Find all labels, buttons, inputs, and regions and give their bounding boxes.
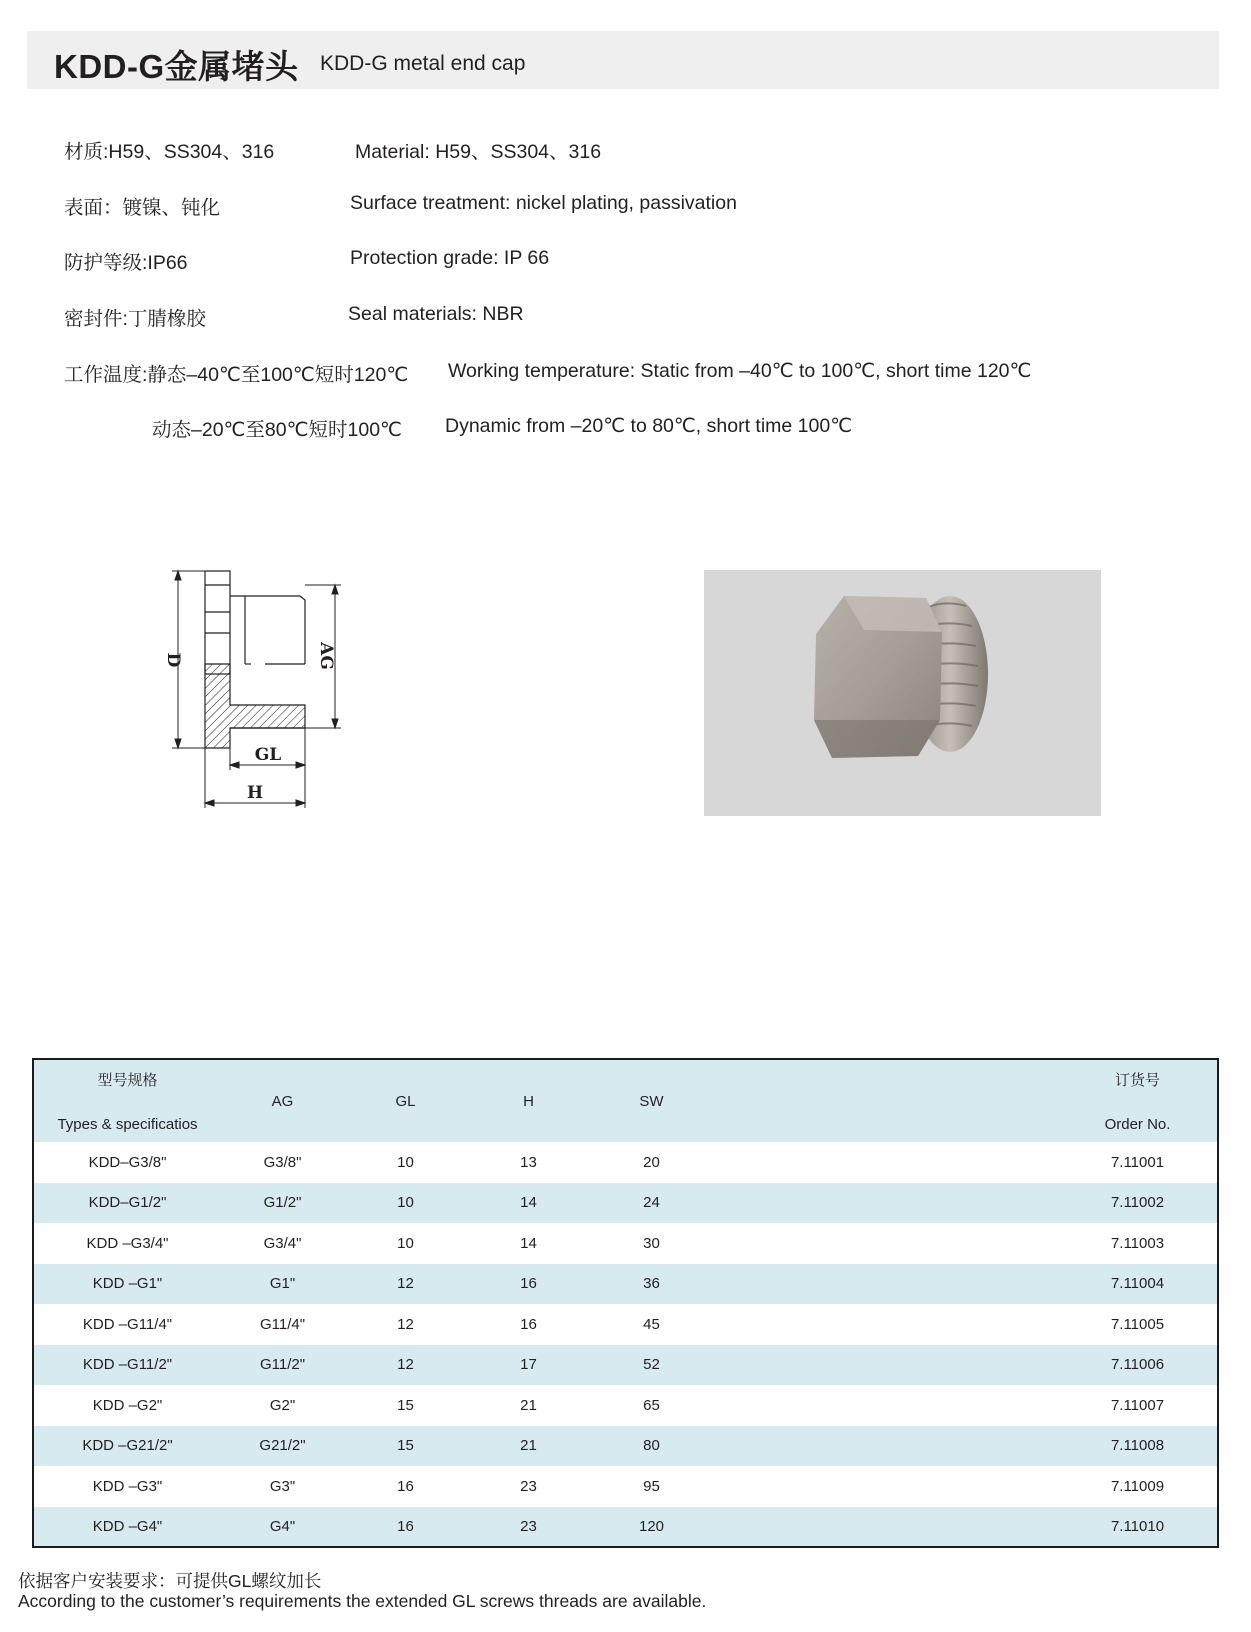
spec-table [32, 1058, 1219, 1548]
header-gl: GL [395, 1092, 416, 1110]
cell-order: 7.11007 [1110, 1396, 1165, 1414]
cell-h: 14 [520, 1234, 537, 1252]
cell-type: KDD –G2" [92, 1396, 163, 1414]
cell-h: 17 [520, 1356, 537, 1374]
cell-h: 16 [520, 1315, 537, 1333]
cell-gl: 12 [397, 1275, 414, 1293]
spec-dynamic-cn: 动态–20℃至80℃短时100℃ [152, 419, 402, 441]
header-order [1058, 1059, 1218, 1142]
cell-gl: 16 [397, 1477, 414, 1495]
dim-label-h: H [246, 783, 264, 803]
spec-surface-cn: 表面：镀镍、钝化 [64, 197, 221, 219]
header-spacer [713, 1059, 1058, 1142]
table-row [33, 1183, 1218, 1224]
dim-label-d: D [163, 652, 183, 668]
spec-seal-en: Seal materials: NBR [348, 303, 524, 325]
header-h: H [523, 1092, 534, 1110]
cell-sw: 120 [638, 1517, 665, 1535]
table-row [33, 1345, 1218, 1386]
cell-sw: 95 [643, 1477, 660, 1495]
cell-type: KDD –G4" [92, 1517, 163, 1535]
spec-material-cn: 材质:H59、SS304、316 [64, 141, 275, 163]
cell-ag: G3/4" [263, 1234, 302, 1252]
header-type-en: Types & specificatios [57, 1116, 198, 1133]
page-subtitle: KDD-G metal end cap [320, 52, 526, 75]
header-type-cn: 型号规格 [97, 1072, 158, 1089]
dim-label-ag: AG [316, 642, 336, 670]
table-row [33, 1385, 1218, 1426]
cell-ag: G1" [269, 1275, 296, 1293]
header-sw: SW [639, 1092, 664, 1110]
cell-order: 7.11010 [1110, 1517, 1165, 1535]
cell-gl: 10 [397, 1153, 414, 1171]
cell-h: 14 [520, 1194, 537, 1212]
header-ag: AG [271, 1092, 294, 1110]
cell-sw: 52 [643, 1356, 660, 1374]
spec-temperature-en: Working temperature: Static from –40℃ to 100℃, short time 120℃ [448, 360, 1032, 382]
cell-sw: 36 [643, 1275, 660, 1293]
cell-h: 13 [520, 1153, 537, 1171]
cell-type: KDD –G11/4" [82, 1315, 173, 1333]
table-header-row [33, 1059, 1218, 1142]
spec-seal-cn: 密封件:丁腈橡胶 [64, 308, 206, 330]
product-photo [704, 570, 1101, 816]
cell-type: KDD –G3/4" [86, 1234, 169, 1252]
footnote-cn: 依据客户安装要求：可提供GL螺纹加长 [18, 1571, 322, 1591]
cell-gl: 15 [397, 1396, 414, 1414]
cell-gl: 10 [397, 1234, 414, 1252]
spec-temperature-cn: 工作温度:静态–40℃至100℃短时120℃ [64, 364, 409, 386]
spec-dynamic-en: Dynamic from –20℃ to 80℃, short time 100℃ [445, 415, 853, 437]
table-row [33, 1507, 1218, 1548]
cell-order: 7.11008 [1110, 1437, 1165, 1455]
table-row [33, 1142, 1218, 1183]
cell-sw: 20 [643, 1153, 660, 1171]
cell-h: 21 [520, 1396, 537, 1414]
cell-gl: 12 [397, 1315, 414, 1333]
table-row [33, 1223, 1218, 1264]
cell-ag: G11/4" [259, 1315, 306, 1333]
cell-h: 21 [520, 1437, 537, 1455]
spec-surface-en: Surface treatment: nickel plating, passivation [350, 192, 737, 214]
header-band [27, 31, 1219, 89]
spec-material-en: Material: H59、SS304、316 [355, 141, 602, 163]
cell-h: 23 [520, 1517, 537, 1535]
cell-type: KDD–G3/8" [88, 1153, 167, 1171]
cell-order: 7.11003 [1110, 1234, 1165, 1252]
header-type [33, 1059, 221, 1142]
cell-ag: G3/8" [263, 1153, 302, 1171]
header-order-en: Order No. [1104, 1116, 1171, 1133]
cell-sw: 45 [643, 1315, 660, 1333]
cell-ag: G11/2" [259, 1356, 306, 1374]
cell-sw: 65 [643, 1396, 660, 1414]
cell-ag: G3" [269, 1477, 296, 1495]
cell-gl: 12 [397, 1356, 414, 1374]
technical-drawing [155, 560, 375, 820]
cell-order: 7.11002 [1110, 1194, 1165, 1212]
cell-h: 23 [520, 1477, 537, 1495]
cell-sw: 30 [643, 1234, 660, 1252]
cell-order: 7.11001 [1110, 1153, 1165, 1171]
footnote-en: According to the customer’s requirements the extended GL screws threads are available. [18, 1591, 707, 1611]
cell-ag: G1/2" [263, 1194, 302, 1212]
cell-sw: 80 [643, 1437, 660, 1455]
cell-order: 7.11006 [1110, 1356, 1165, 1374]
cell-type: KDD –G21/2" [82, 1437, 173, 1455]
cell-gl: 10 [397, 1194, 414, 1212]
cell-order: 7.11004 [1110, 1275, 1165, 1293]
cell-gl: 16 [397, 1517, 414, 1535]
header-order-cn: 订货号 [1114, 1072, 1160, 1089]
cell-type: KDD –G1" [92, 1275, 163, 1293]
table-row [33, 1304, 1218, 1345]
cell-order: 7.11005 [1110, 1315, 1165, 1333]
cell-order: 7.11009 [1110, 1477, 1165, 1495]
cell-type: KDD–G1/2" [88, 1194, 167, 1212]
cell-ag: G2" [269, 1396, 296, 1414]
cell-type: KDD –G3" [92, 1477, 163, 1495]
cell-sw: 24 [643, 1194, 660, 1212]
dim-label-gl: GL [254, 745, 282, 765]
cell-ag: G21/2" [259, 1437, 306, 1455]
cell-ag: G4" [269, 1517, 296, 1535]
table-row [33, 1466, 1218, 1507]
page-title: KDD-G金属堵头 [54, 48, 299, 85]
cell-gl: 15 [397, 1437, 414, 1455]
table-row [33, 1426, 1218, 1467]
cell-h: 16 [520, 1275, 537, 1293]
spec-protection-en: Protection grade: IP 66 [350, 247, 550, 269]
table-row [33, 1264, 1218, 1305]
cell-type: KDD –G11/2" [82, 1356, 173, 1374]
spec-protection-cn: 防护等级:IP66 [64, 252, 188, 274]
